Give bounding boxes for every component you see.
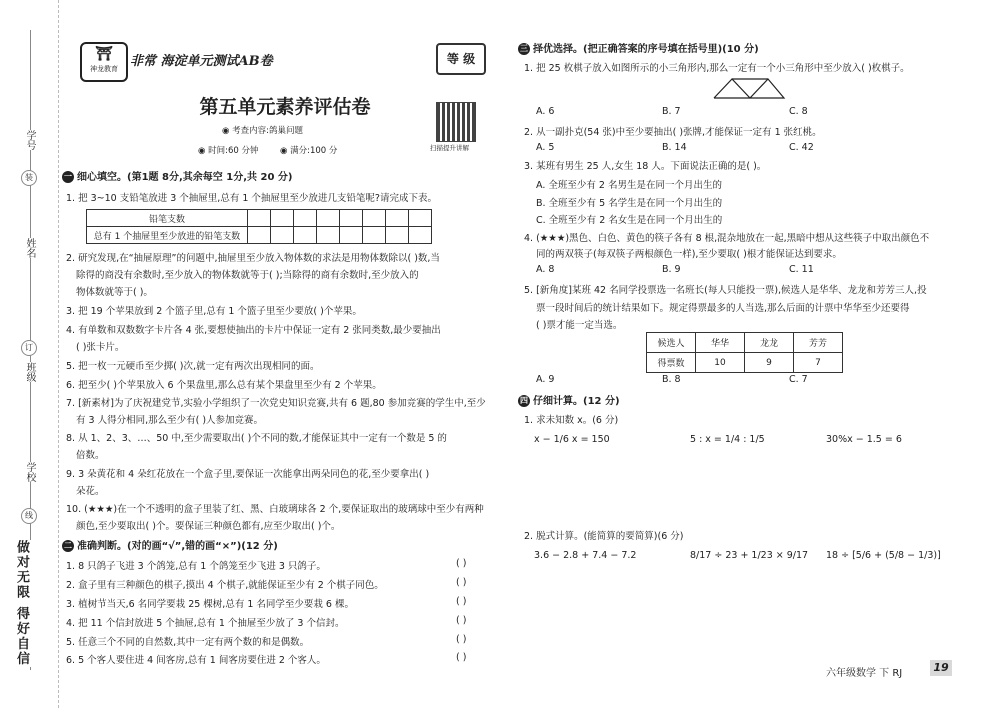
expression: 3.6 − 2.8 + 7.4 − 7.2 bbox=[534, 550, 637, 561]
class-label: 班级 bbox=[24, 362, 35, 382]
fill-q1: 1. 把 3~10 支铅笔放进 3 个抽屉里,总有 1 个抽屉里至少放进几支铅笔呢?请完成下表。 bbox=[66, 193, 437, 204]
option-a[interactable]: A. 6 bbox=[536, 106, 555, 117]
table-header: 总有 1 个抽屉里至少放进的铅笔支数 bbox=[87, 227, 248, 244]
judge-item: 2. 盒子里有三种颜色的棋子,摸出 4 个棋子,就能保证至少有 2 个棋子同色。 bbox=[66, 580, 384, 591]
section-4-heading: 四 仔细计算。(12 分) bbox=[520, 396, 620, 407]
vote-header-cell: 候选人 bbox=[647, 333, 696, 353]
school-label: 学校 bbox=[24, 462, 35, 482]
option-a[interactable]: A. 8 bbox=[536, 264, 555, 275]
answer-paren[interactable]: ( ) bbox=[456, 596, 467, 607]
exam-time: ◉ 时间:60 分钟 bbox=[198, 146, 259, 156]
option-c[interactable]: C. 11 bbox=[789, 264, 814, 275]
option-c[interactable]: C. 7 bbox=[789, 374, 808, 385]
judge-item: 1. 8 只鸽子飞进 3 个鸽笼,总有 1 个鸽笼至少飞进 3 只鸽子。 bbox=[66, 561, 326, 572]
option-b[interactable]: B. 全班至少有 5 名学生是在同一个月出生的 bbox=[536, 198, 723, 209]
student-id-label: 学号 bbox=[24, 130, 35, 150]
section-number: 四 bbox=[520, 396, 528, 405]
name-label: 姓名 bbox=[24, 238, 35, 258]
vote-cell: 10 bbox=[696, 353, 745, 373]
gate-icon: ⛩ bbox=[95, 46, 113, 62]
choice-q5-cont: 票一段时间后的统计结果如下。规定得票最多的人当选,那么后面的计票中华华至少还要得 bbox=[536, 303, 910, 314]
option-b[interactable]: B. 8 bbox=[662, 374, 681, 385]
binding-mark: 线 bbox=[21, 508, 37, 524]
fill-q10: 10. (★★★)在一个不透明的盒子里装了红、黑、白玻璃球各 2 个,要保证取出的玻璃球中至少有两种 bbox=[66, 504, 484, 515]
judge-item: 5. 任意三个不同的自然数,其中一定有两个数的和是偶数。 bbox=[66, 637, 310, 648]
exam-scope: ◉ 考查内容:鸽巢问题 bbox=[222, 126, 303, 136]
fill-q2-cont: 除得的商没有余数时,至少放入的物体数就等于( );当除得的商有余数时,至少放入的 bbox=[76, 270, 419, 281]
section-1-heading: 一 细心填空。(第1题 8分,其余每空 1分,共 20 分) bbox=[64, 172, 293, 183]
fill-q5: 5. 把一枚一元硬币至少掷( )次,就一定有两次出现相同的面。 bbox=[66, 361, 320, 372]
judge-item: 6. 5 个客人要住进 4 间客房,总有 1 间客房要住进 2 个客人。 bbox=[66, 655, 326, 666]
equation: x − 1/6 x = 150 bbox=[534, 434, 610, 445]
vote-header-cell: 龙龙 bbox=[745, 333, 794, 353]
equation: 30%x − 1.5 = 6 bbox=[826, 434, 902, 445]
section-number: 三 bbox=[520, 44, 528, 53]
section-number: 二 bbox=[64, 541, 72, 550]
vote-header-cell: 芳芳 bbox=[794, 333, 843, 353]
option-b[interactable]: B. 7 bbox=[662, 106, 681, 117]
choice-q4: 4. (★★★)黑色、白色、黄色的筷子各有 8 根,混杂地放在一起,黑暗中想从这些筷子中取出颜色不 bbox=[524, 233, 930, 244]
fill-q3: 3. 把 19 个苹果放到 2 个篮子里,总有 1 个篮子里至少要放( )个苹果。 bbox=[66, 306, 362, 317]
page-number: 19 bbox=[930, 660, 952, 676]
series-brand: 非常 海淀单元测试AB卷 bbox=[130, 54, 273, 69]
expression: 8/17 ÷ 23 + 1/23 × 9/17 bbox=[690, 550, 809, 561]
fill-q6: 6. 把至少( )个苹果放入 6 个果盘里,那么总有某个果盘里至少有 2 个苹果。 bbox=[66, 380, 382, 391]
vote-table bbox=[646, 332, 843, 373]
fill-q2-cont: 物体数就等于( )。 bbox=[76, 287, 153, 298]
vote-header-cell: 华华 bbox=[696, 333, 745, 353]
answer-paren[interactable]: ( ) bbox=[456, 615, 467, 626]
exam-score: ◉ 满分:100 分 bbox=[280, 146, 338, 156]
calc-q1: 1. 求未知数 x。(6 分) bbox=[524, 415, 619, 426]
choice-q5-cont: ( )票才能一定当选。 bbox=[536, 320, 623, 331]
qr-caption: 扫描提升讲解 bbox=[430, 144, 469, 152]
choice-q2: 2. 从一副扑克(54 张)中至少要抽出( )张牌,才能保证一定有 1 张红桃。 bbox=[524, 127, 822, 138]
vote-cell: 9 bbox=[745, 353, 794, 373]
option-c[interactable]: C. 全班至少有 2 名女生是在同一个月出生的 bbox=[536, 215, 723, 226]
vote-cell: 7 bbox=[794, 353, 843, 373]
fill-q4-cont: ( )张卡片。 bbox=[76, 342, 125, 353]
judge-item: 3. 植树节当天,6 名同学要栽 25 棵树,总有 1 名同学至少要栽 6 棵。 bbox=[66, 599, 354, 610]
section-3-heading: 三 择优选择。(把正确答案的序号填在括号里)(10 分) bbox=[520, 44, 759, 55]
fill-q7-cont: 有 3 人得分相同,那么至少有( )人参加竞赛。 bbox=[76, 415, 264, 426]
option-b[interactable]: B. 9 bbox=[662, 264, 681, 275]
fill-q2: 2. 研究发现,在“抽屉原理”的问题中,抽屉里至少放入物体数的求法是用物体数除以( )数,当 bbox=[66, 253, 440, 264]
option-c[interactable]: C. 8 bbox=[789, 106, 808, 117]
pencil-table bbox=[86, 209, 432, 244]
vote-cell: 得票数 bbox=[647, 353, 696, 373]
expression: 18 ÷ [5/6 + (5/8 − 1/3)] bbox=[826, 550, 941, 561]
table-header: 铅笔支数 bbox=[87, 210, 248, 227]
option-b[interactable]: B. 14 bbox=[662, 142, 687, 153]
choice-q4-cont: 同的两双筷子(每双筷子两根颜色一样),至少要取( )根才能保证达到要求。 bbox=[536, 249, 842, 260]
option-a[interactable]: A. 全班至少有 2 名男生是在同一个月出生的 bbox=[536, 180, 722, 191]
logo-text: 神龙教育 bbox=[90, 65, 118, 73]
publisher-logo bbox=[80, 42, 128, 82]
fill-q8-cont: 倍数。 bbox=[76, 450, 105, 461]
option-c[interactable]: C. 42 bbox=[789, 142, 814, 153]
slogan: 做对无限 得好自信 bbox=[14, 540, 29, 667]
fill-q9: 9. 3 朵黄花和 4 朵红花放在一个盒子里,要保证一次能拿出两朵同色的花,至少要拿出( ) bbox=[66, 469, 430, 480]
answer-paren[interactable]: ( ) bbox=[456, 652, 467, 663]
qr-code[interactable] bbox=[436, 102, 476, 142]
answer-paren[interactable]: ( ) bbox=[456, 577, 467, 588]
section-2-heading: 二 准确判断。(对的画“√”,错的画“×”)(12 分) bbox=[64, 541, 278, 552]
answer-paren[interactable]: ( ) bbox=[456, 634, 467, 645]
fill-q8: 8. 从 1、2、3、…、50 中,至少需要取出( )个不同的数,才能保证其中一定有一个数是 5 的 bbox=[66, 433, 447, 444]
binding-mark: 订 bbox=[21, 340, 37, 356]
page-title: 第五单元素养评估卷 bbox=[199, 96, 371, 118]
equation: 5 : x = 1/4 : 1/5 bbox=[690, 434, 765, 445]
option-a[interactable]: A. 5 bbox=[536, 142, 555, 153]
fill-q7: 7. [新素材]为了庆祝建党节,实验小学组织了一次党史知识竞赛,共有 6 题,80 参加竞赛的学生中,至少 bbox=[66, 398, 486, 409]
calc-q2: 2. 脱式计算。(能简算的要简算)(6 分) bbox=[524, 531, 684, 542]
footer-label: 六年级数学 下 RJ bbox=[826, 668, 903, 679]
binding-margin bbox=[0, 0, 59, 708]
binding-mark: 装 bbox=[21, 170, 37, 186]
fill-q10-cont: 颜色,至少要取出( )个。要保证三种颜色都有,应至少取出( )个。 bbox=[76, 521, 341, 532]
choice-q5: 5. [新角度]某班 42 名同学投票选一名班长(每人只能投一票),候选人是华华、龙龙和芳芳三人,投 bbox=[524, 285, 927, 296]
judge-item: 4. 把 11 个信封放进 5 个抽屉,总有 1 个抽屉至少放了 3 个信封。 bbox=[66, 618, 345, 629]
answer-paren[interactable]: ( ) bbox=[456, 558, 467, 569]
fill-q9-cont: 朵花。 bbox=[76, 486, 105, 497]
triangle-figure bbox=[712, 77, 786, 99]
grade-box: 等 级 bbox=[436, 43, 486, 75]
choice-q3: 3. 某班有男生 25 人,女生 18 人。下面说法正确的是( )。 bbox=[524, 161, 767, 172]
option-a[interactable]: A. 9 bbox=[536, 374, 555, 385]
fill-q4: 4. 有单数和双数数字卡片各 4 张,要想使抽出的卡片中保证一定有 2 张同类数,最少要抽出 bbox=[66, 325, 441, 336]
section-number: 一 bbox=[64, 172, 72, 181]
choice-q1: 1. 把 25 枚棋子放入如图所示的小三角形内,那么一定有一个小三角形中至少放入( )枚棋子。 bbox=[524, 63, 910, 74]
